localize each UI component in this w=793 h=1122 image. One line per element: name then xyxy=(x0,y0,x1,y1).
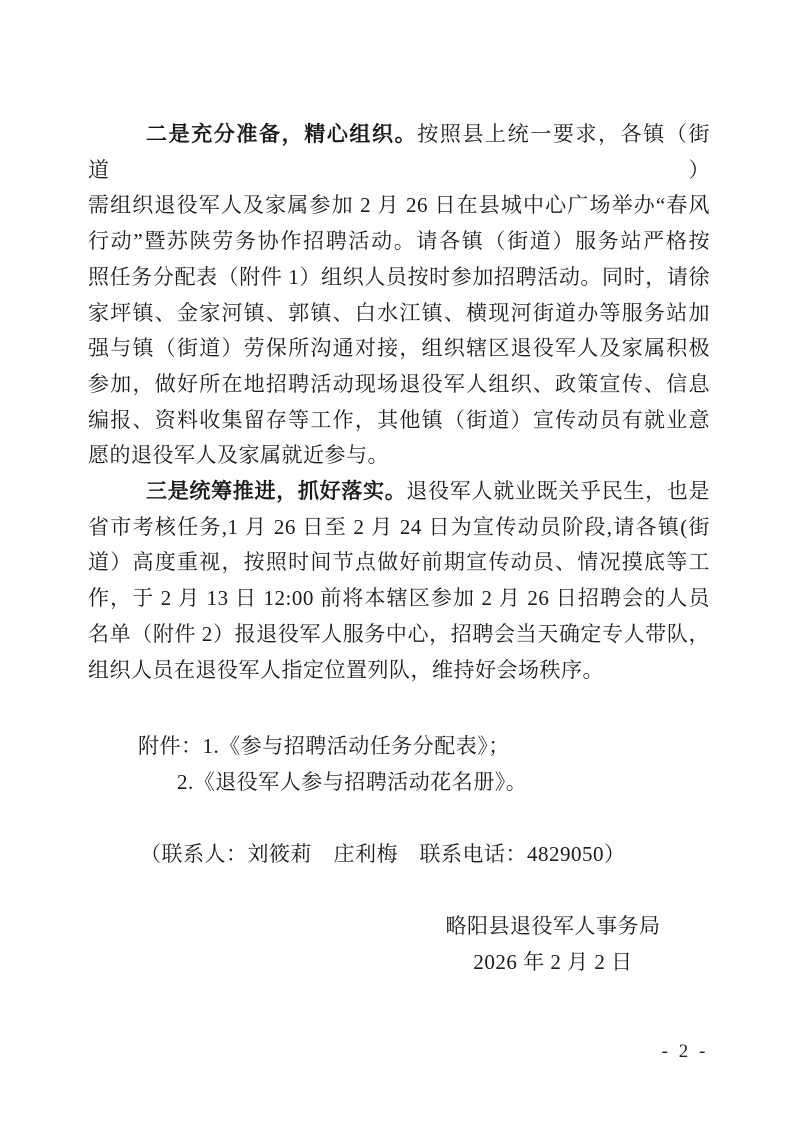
para2-line-1 xyxy=(88,474,710,510)
para1-line-3: 行动”暨苏陕劳务协作招聘活动。请各镇（街道）服务站严格按 xyxy=(88,229,710,254)
para1-line-6: 强与镇（街道）劳保所沟通对接，组织辖区退役军人及家属积极 xyxy=(88,336,710,361)
para2-line-3: 道）高度重视，按照时间节点做好前期宣传动员、情况摸底等工 xyxy=(88,550,710,575)
para1-line-5: 家坪镇、金家河镇、郭镇、白水江镇、横现河街道办等服务站加 xyxy=(88,300,710,325)
signature-block xyxy=(368,909,738,980)
para2-line-5: 名单（附件 2）报退役军人服务中心，招聘会当天确定专人带队， xyxy=(88,621,710,646)
para2-line-1-rest: 退役军人就业既关乎民生，也是 xyxy=(406,479,711,504)
para1-line-7: 参加，做好所在地招聘活动现场退役军人组织、政策宣传、信息 xyxy=(88,371,710,396)
signature-date: 2026 年 2 月 2 日 xyxy=(473,950,633,975)
para1-line-8: 编报、资料收集留存等工作，其他镇（街道）宣传动员有就业意 xyxy=(88,407,710,432)
contact-line: （联系人：刘筱莉 庄利梅 联系电话：4829050） xyxy=(140,841,626,866)
attachment-line-1: 附件：1.《参与招聘活动任务分配表》； xyxy=(138,734,510,759)
signature-org: 略阳县退役军人事务局 xyxy=(445,914,661,939)
para2-line-4: 作，于 2 月 13 日 12:00 前将本辖区参加 2 月 26 日招聘会的人员 xyxy=(88,586,710,611)
para2-bold-lead: 三是统筹推进，抓好落实。 xyxy=(146,479,407,504)
para1-line-4: 照任务分配表（附件 1）组织人员按时参加招聘活动。同时，请徐 xyxy=(88,264,710,289)
para1-line-1 xyxy=(88,117,710,188)
page-number: - 2 - xyxy=(661,1041,709,1062)
para1-line-9: 愿的退役军人及家属就近参与。 xyxy=(88,443,389,468)
para2-line-2: 省市考核任务,1 月 26 日至 2 月 24 日为宣传动员阶段,请各镇(街 xyxy=(88,514,710,539)
attachment-line-2: 2.《退役军人参与招聘活动花名册》。 xyxy=(177,769,528,794)
document-body-text xyxy=(88,117,710,981)
para1-line-2: 需组织退役军人及家属参加 2 月 26 日在县城中心广场举办“春风 xyxy=(88,193,710,218)
para1-bold-lead: 二是充分准备，精心组织。 xyxy=(146,122,418,146)
para2-line-6: 组织人员在退役军人指定位置列队，维持好会场秩序。 xyxy=(88,657,604,682)
para1-line-1-rest: 按照县上统一要求，各镇（街道） xyxy=(88,122,710,182)
